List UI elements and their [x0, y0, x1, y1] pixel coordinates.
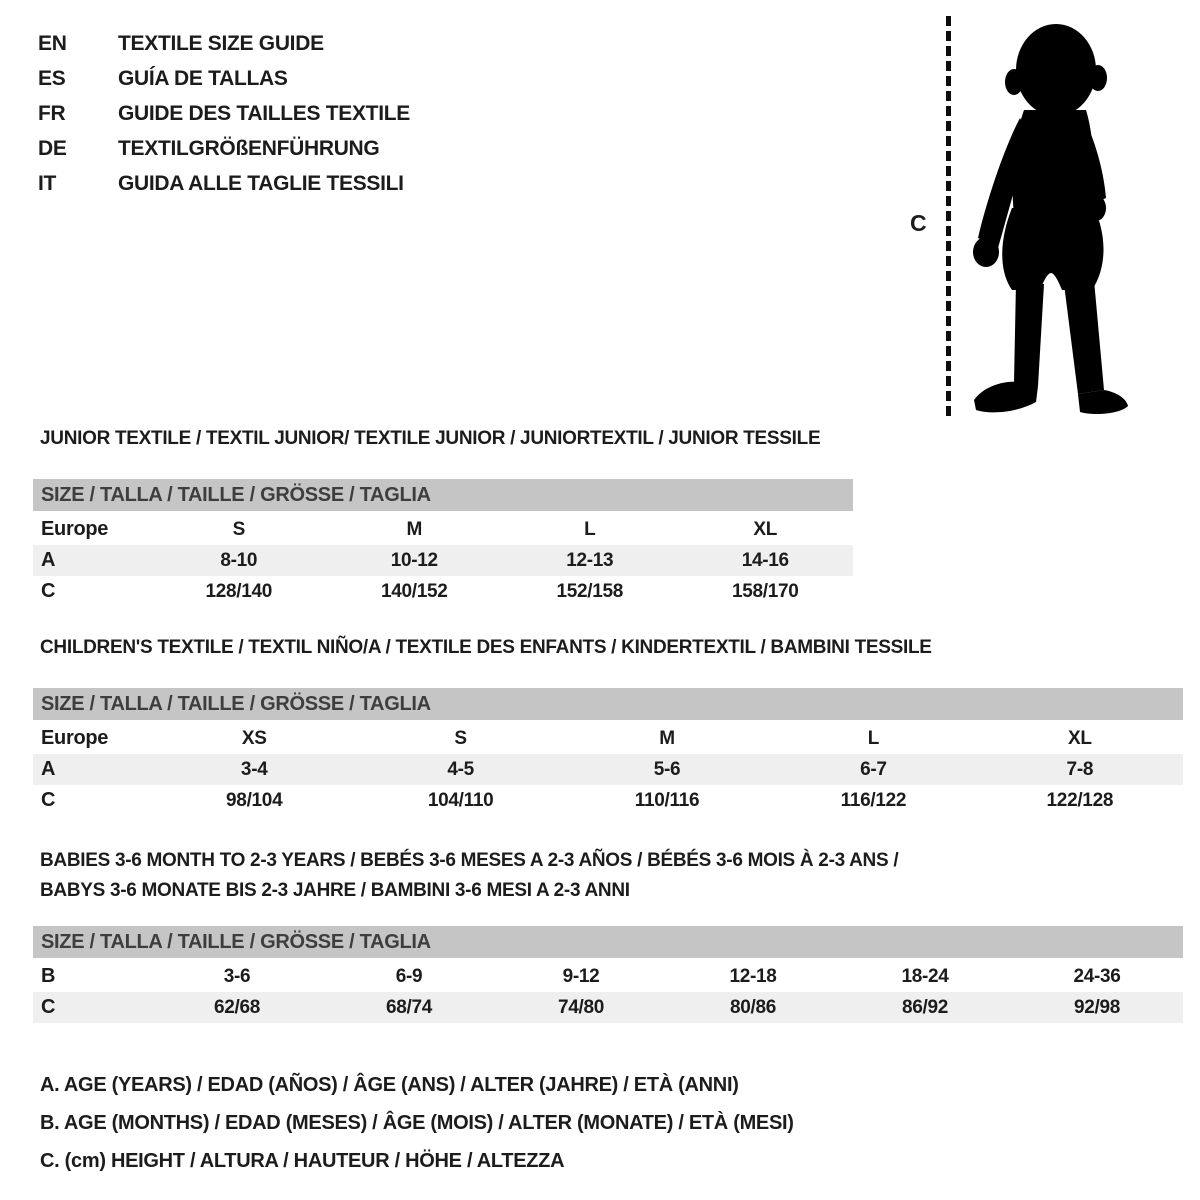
row-label: Europe [41, 727, 109, 749]
cell-value: 68/74 [385, 997, 433, 1018]
section-title [40, 637, 1183, 659]
height-measure-label: C [910, 210, 927, 236]
cell-value: 6-7 [860, 759, 887, 780]
language-code: ES [38, 67, 66, 90]
cell-value: S [232, 519, 245, 540]
cell-value: 6-9 [395, 966, 423, 987]
cell-value: 92/98 [1073, 997, 1121, 1018]
cell-value: 158/170 [731, 581, 799, 602]
section-title [40, 846, 1183, 906]
section-title-line: BABYS 3-6 MONATE BIS 2-3 JAHRE / BAMBINI 3-6 MESI A 2-3 ANNI [40, 880, 630, 901]
toddler-silhouette-icon [963, 18, 1135, 418]
language-title: TEXTILGRÖßENFÜHRUNG [118, 137, 380, 160]
legend-line: A. AGE (YEARS) / EDAD (AÑOS) / ÂGE (ANS) / ALTER (JAHRE) / ETÀ (ANNI) [40, 1074, 739, 1096]
cell-value: 12-13 [566, 550, 614, 571]
cell-value: 140/152 [380, 581, 448, 602]
size-section [33, 637, 1183, 816]
cell-value: 128/140 [205, 581, 273, 602]
cell-value: 9-12 [562, 966, 600, 987]
cell-value: 122/128 [1046, 790, 1114, 811]
cell-value: 7-8 [1066, 759, 1094, 780]
table-row [33, 785, 1183, 816]
cell-value: 74/80 [557, 997, 605, 1018]
cell-value: 24-36 [1073, 966, 1121, 987]
cell-value: 110/116 [634, 790, 700, 811]
cell-value: XL [753, 519, 778, 540]
cell-value: 14-16 [741, 550, 789, 571]
row-label: A [41, 758, 56, 780]
size-table-header: SIZE / TALLA / TAILLE / GRÖSSE / TAGLIA [33, 688, 1183, 720]
cell-value: 116/122 [840, 790, 907, 811]
language-title: GUIDE DES TAILLES TEXTILE [118, 102, 410, 125]
cell-value: XS [241, 728, 267, 749]
size-table [33, 926, 1183, 1023]
size-section [33, 428, 853, 607]
language-row [38, 131, 410, 166]
legend [40, 1066, 794, 1180]
row-label: C [41, 580, 56, 602]
cell-value: M [406, 519, 423, 540]
cell-value: 8-10 [220, 550, 258, 571]
cell-value: 62/68 [213, 997, 261, 1018]
size-section [33, 846, 1183, 1023]
row-label: B [41, 965, 56, 987]
cell-value: 104/110 [427, 790, 494, 811]
legend-line: B. AGE (MONTHS) / EDAD (MESES) / ÂGE (MOIS) / ALTER (MONATE) / ETÀ (MESI) [40, 1112, 794, 1134]
size-table-header: SIZE / TALLA / TAILLE / GRÖSSE / TAGLIA [33, 926, 1183, 958]
cell-value: 4-5 [447, 759, 474, 780]
cell-value: 3-6 [223, 966, 251, 987]
section-title-line: JUNIOR TEXTILE / TEXTIL JUNIOR/ TEXTILE JUNIOR / JUNIORTEXTIL / JUNIOR TESSILE [40, 428, 821, 449]
size-table [33, 688, 1183, 816]
cell-value: 10-12 [390, 550, 438, 571]
cell-value: 86/92 [901, 997, 949, 1018]
cell-value: M [659, 728, 675, 749]
section-title-line: BABIES 3-6 MONTH TO 2-3 YEARS / BEBÉS 3-6 MESES A 2-3 AÑOS / BÉBÉS 3-6 MOIS À 2-3 ANS / [40, 850, 899, 871]
table-row [33, 754, 1183, 785]
cell-value: 12-18 [729, 966, 777, 987]
legend-line: C. (cm) HEIGHT / ALTURA / HAUTEUR / HÖHE / ALTEZZA [40, 1150, 565, 1172]
size-table-header: SIZE / TALLA / TAILLE / GRÖSSE / TAGLIA [33, 479, 853, 511]
size-table [33, 479, 853, 607]
cell-value: 5-6 [653, 759, 681, 780]
language-row [38, 166, 410, 201]
language-title: GUIDA ALLE TAGLIE TESSILI [118, 172, 404, 195]
language-code: DE [38, 137, 67, 160]
row-label: A [41, 549, 56, 571]
section-title-line: CHILDREN'S TEXTILE / TEXTIL NIÑO/A / TEXTILE DES ENFANTS / KINDERTEXTIL / BAMBINI TESSILE [40, 637, 932, 658]
language-title-list [38, 26, 410, 201]
language-row [38, 26, 410, 61]
table-row [33, 992, 1183, 1023]
section-title [40, 428, 853, 450]
table-row [33, 514, 853, 545]
cell-value: 98/104 [226, 790, 283, 811]
language-title: TEXTILE SIZE GUIDE [118, 32, 324, 55]
cell-value: 152/158 [556, 581, 624, 602]
row-label: C [41, 996, 56, 1018]
cell-value: L [867, 728, 880, 749]
table-row [33, 545, 853, 576]
language-row [38, 61, 410, 96]
row-label: C [41, 789, 56, 811]
language-code: IT [38, 172, 57, 195]
language-title: GUÍA DE TALLAS [118, 67, 288, 90]
cell-value: L [584, 519, 596, 540]
cell-value: 80/86 [729, 997, 777, 1018]
language-code: EN [38, 32, 67, 55]
height-measure-line [946, 16, 951, 416]
table-row [33, 576, 853, 607]
table-row [33, 961, 1183, 992]
row-label: Europe [41, 518, 109, 540]
cell-value: XL [1067, 728, 1092, 749]
language-code: FR [38, 102, 66, 125]
cell-value: S [454, 728, 467, 749]
language-row [38, 96, 410, 131]
cell-value: 3-4 [240, 759, 268, 780]
table-row [33, 723, 1183, 754]
cell-value: 18-24 [901, 966, 949, 987]
